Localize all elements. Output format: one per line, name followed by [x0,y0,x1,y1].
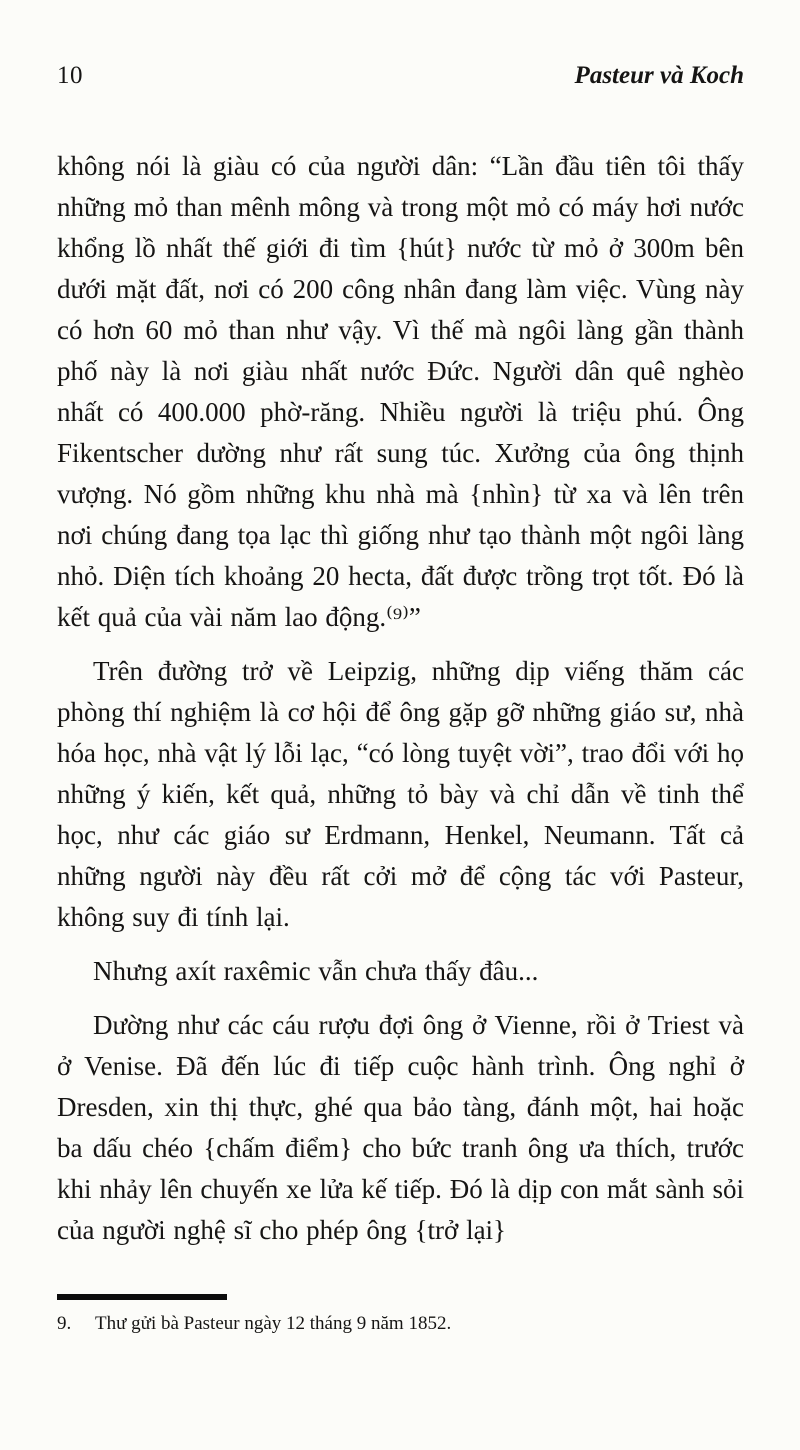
paragraph: Dường như các cáu rượu đợi ông ở Vienne, rồi ở Triest và ở Venise. Đã đến lúc đi tiếp cuộc hành trình. Ông nghỉ ở Dresden, xin thị thực, ghé qua bảo tàng, đánh một, hai hoặc ba dấu chéo {chấm điểm} cho bức tranh ông ưa thích, trước khi nhảy lên chuyến xe lửa kế tiếp. Đó là dịp con mắt sành sỏi của người nghệ sĩ cho phép ông {trở lại} [57,1010,744,1245]
page-number: 10 [57,62,83,89]
page-header [57,62,744,90]
body-text [57,146,744,1251]
paragraph: Trên đường trở về Leipzig, những dịp viếng thăm các phòng thí nghiệm là cơ hội để ông gặp gỡ những giáo sư, nhà hóa học, nhà vật lý lỗi lạc, “có lòng tuyệt vời”, trao đổi với họ những ý kiến, kết quả, những tỏ bày và chỉ dẫn về tinh thể học, như các giáo sư Erdmann, Henkel, Neumann. Tất cả những người này đều rất cởi mở để cộng tác với Pasteur, không suy đi tính lại. [57,656,744,932]
footnote-divider [57,1294,227,1300]
footnote [57,1312,747,1336]
footnote-text: Thư gửi bà Pasteur ngày 12 tháng 9 năm 1852. [95,1313,452,1334]
paragraph: Nhưng axít raxêmic vẫn chưa thấy đâu... [93,956,539,986]
footnote-block [57,1294,747,1336]
paragraph: không nói là giàu có của người dân: “Lần đầu tiên tôi thấy những mỏ than mênh mông và trong một mỏ có máy hơi nước khổng lồ nhất thế giới đi tìm {hút} nước từ mỏ ở 300m bên dưới mặt đất, nơi có 200 công nhân đang làm việc. Vùng này có hơn 60 mỏ than như vậy. Vì thế mà ngôi làng gần thành phố này là nơi giàu nhất nước Đức. Người dân quê nghèo nhất có 400.000 phờ-răng. Nhiều người là triệu phú. Ông Fikentscher dường như rất sung túc. Xưởng của ông thịnh vượng. Nó gồm những khu nhà mà {nhìn} từ xa và lên trên nơi chúng đang tọa lạc thì giống như tạo thành một ngôi làng nhỏ. Diện tích khoảng 20 hecta, đất được trồng trọt tốt. Đó là kết quả của vài năm lao động.⁽⁹⁾” [57,151,744,632]
running-title: Pasteur và Koch [574,62,744,89]
footnote-marker: 9. [57,1313,72,1334]
